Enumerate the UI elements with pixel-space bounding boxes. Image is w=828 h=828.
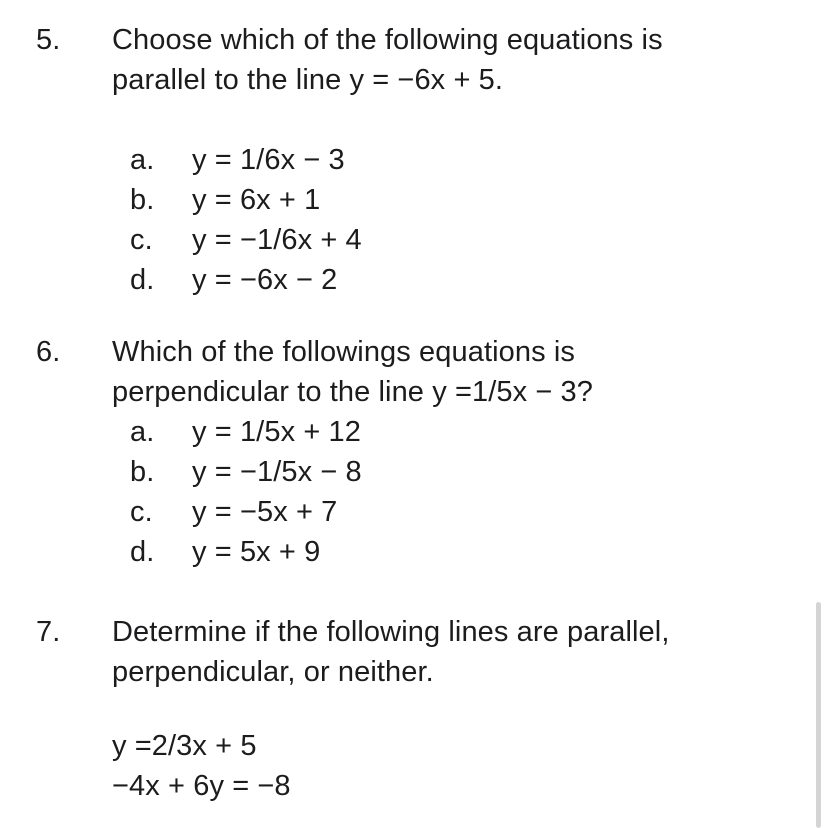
- question-text-line: perpendicular to the line y =1/5x − 3?: [112, 376, 594, 408]
- option-equation: y = 6x + 1: [192, 184, 321, 216]
- option-equation: y = −5x + 7: [192, 496, 338, 528]
- question-number: 6.: [36, 336, 61, 368]
- option-letter: a.: [130, 144, 155, 176]
- question-number: 7.: [36, 616, 61, 648]
- option-equation: y = −6x − 2: [192, 264, 338, 296]
- question-text-line: perpendicular, or neither.: [112, 656, 434, 688]
- option-equation: y = 1/6x − 3: [192, 144, 345, 176]
- option-letter: b.: [130, 456, 155, 488]
- question-text-line: Choose which of the following equations is: [112, 24, 663, 56]
- option-equation: y = −1/6x + 4: [192, 224, 362, 256]
- option-equation: y = 5x + 9: [192, 536, 321, 568]
- equation-line: y =2/3x + 5: [112, 730, 257, 762]
- question-number: 5.: [36, 24, 61, 56]
- option-equation: y = −1/5x − 8: [192, 456, 362, 488]
- equation-line: −4x + 6y = −8: [112, 770, 291, 802]
- option-letter: c.: [130, 496, 153, 528]
- option-letter: c.: [130, 224, 153, 256]
- option-letter: d.: [130, 536, 155, 568]
- option-letter: d.: [130, 264, 155, 296]
- vertical-scrollbar[interactable]: [816, 602, 821, 828]
- question-text-line: Which of the followings equations is: [112, 336, 576, 368]
- question-text-line: parallel to the line y = −6x + 5.: [112, 64, 504, 96]
- option-equation: y = 1/5x + 12: [192, 416, 361, 448]
- option-letter: b.: [130, 184, 155, 216]
- question-text-line: Determine if the following lines are parallel,: [112, 616, 670, 648]
- option-letter: a.: [130, 416, 155, 448]
